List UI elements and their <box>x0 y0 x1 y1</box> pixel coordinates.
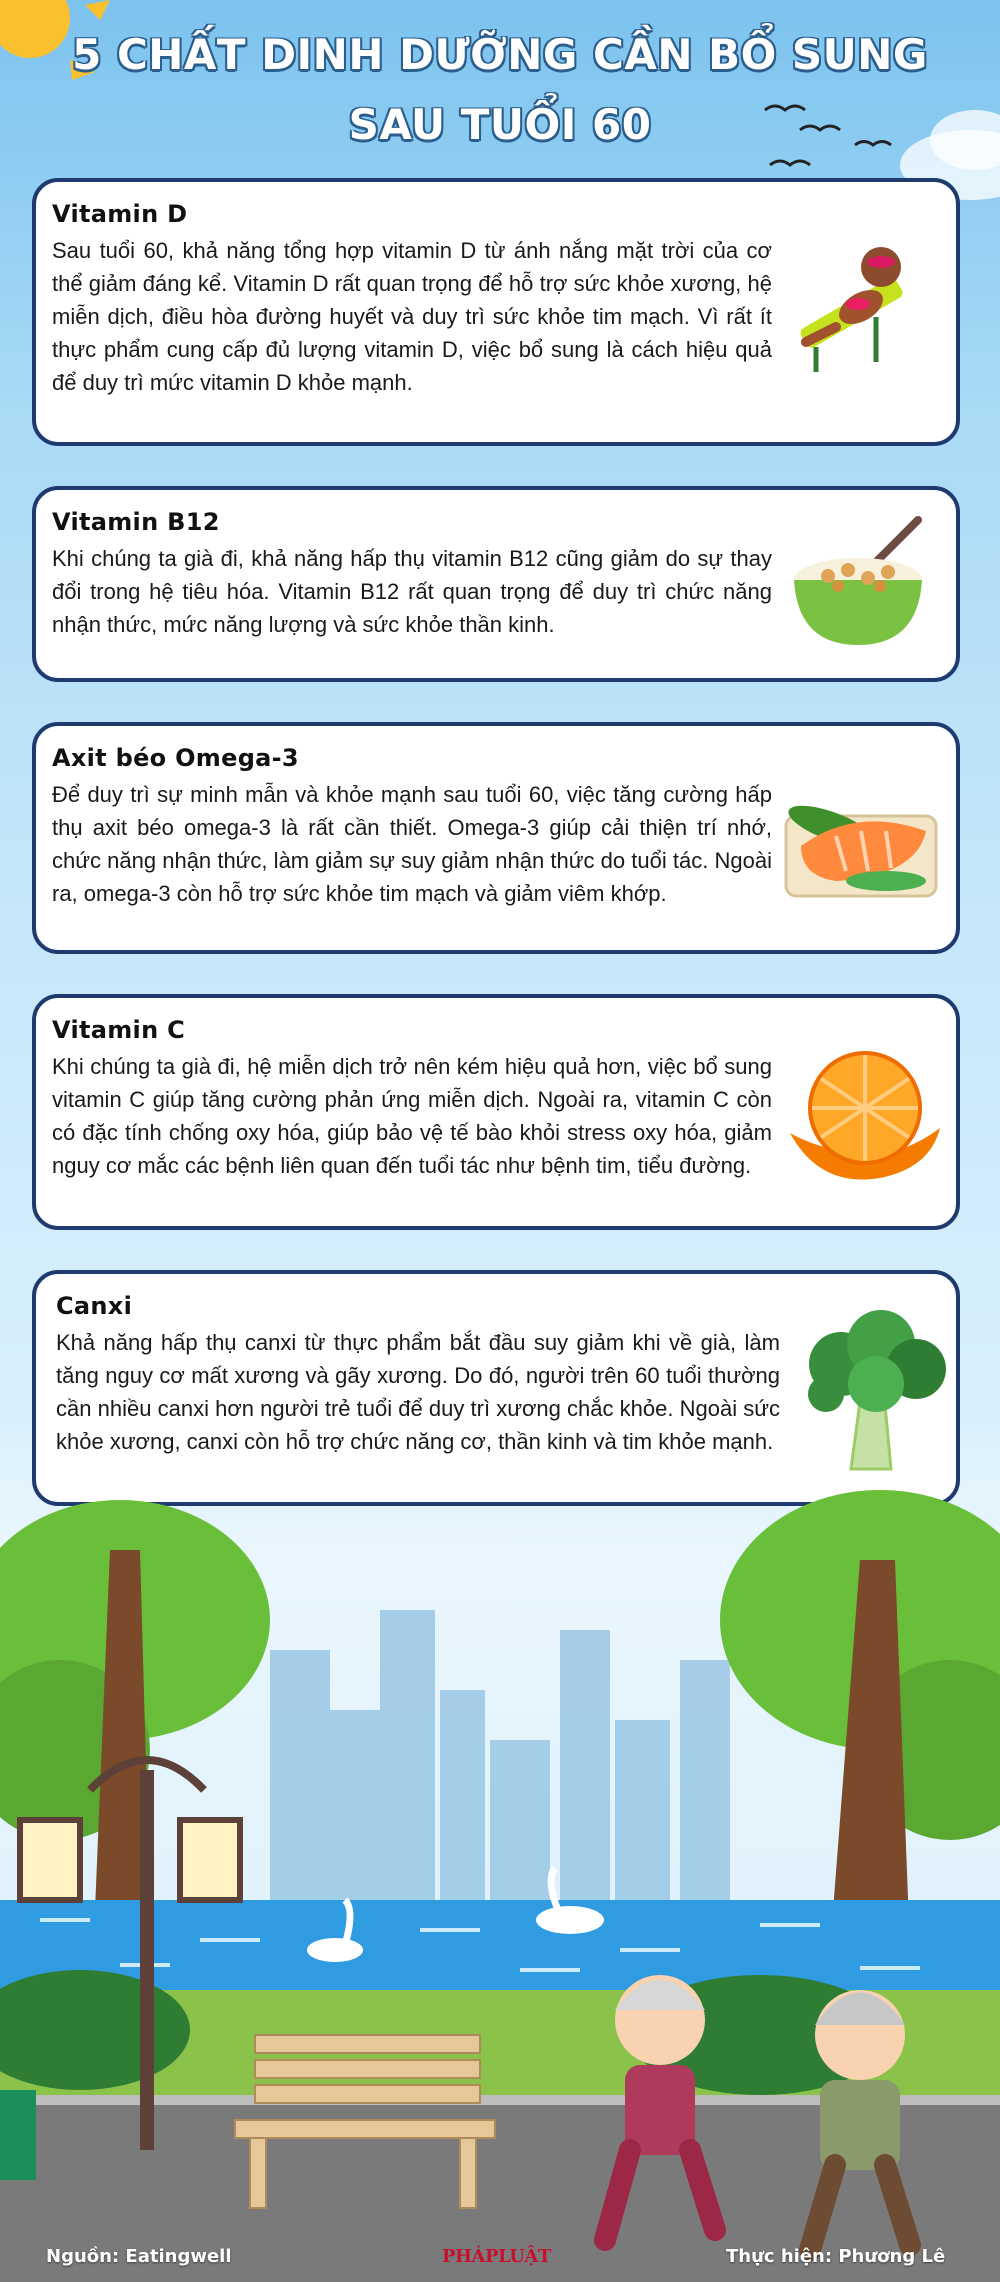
card-body: Khi chúng ta già đi, khả năng hấp thụ vitamin B12 cũng giảm do sự thay đổi trong hệ tiêu hóa. Vitamin B12 rất quan trọng để duy trì chức năng nhận thức, mức năng lượng và sức khỏe thần kinh. <box>52 546 772 637</box>
cereal-bowl-icon <box>788 510 938 650</box>
source-credit: Nguồn: Eatingwell <box>46 2246 232 2267</box>
salmon-icon <box>776 776 946 906</box>
card-heading: Axit béo Omega-3 <box>52 744 299 772</box>
nutrient-card-vitamin-d <box>32 178 960 446</box>
nutrient-card-canxi <box>32 1270 960 1506</box>
card-heading: Vitamin B12 <box>52 508 220 536</box>
page-title-line2: SAU TUỔI 60 <box>348 100 652 149</box>
card-body: Khi chúng ta già đi, hệ miễn dịch trở nên kém hiệu quả hơn, việc bổ sung vitamin C giúp tăng cường phản ứng miễn dịch. Ngoài ra, vitamin C còn có đặc tính chống oxy hóa, giúp bảo vệ tế bào khỏi stress oxy hóa, giảm nguy cơ mắc các bệnh liên quan đến tuổi tác như bệnh tim, tiểu đường. <box>52 1054 772 1178</box>
card-heading: Vitamin C <box>52 1016 186 1044</box>
sunbathing-woman-icon <box>776 232 926 382</box>
publisher-logo: PHÁPLUẬT <box>442 2246 551 2267</box>
card-body: Khả năng hấp thụ canxi từ thực phẩm bắt đầu suy giảm khi về già, làm tăng nguy cơ mất xương và gãy xương. Do đó, người trên 60 tuổi thường cần nhiều canxi hơn người trẻ tuổi để duy trì xương chắc khỏe. Ngoài sức khỏe xương, canxi còn hỗ trợ chức năng cơ, thần kinh và tim khỏe mạnh. <box>56 1330 780 1454</box>
card-heading: Canxi <box>56 1292 133 1320</box>
card-heading: Vitamin D <box>52 200 188 228</box>
orange-icon <box>780 1038 950 1188</box>
page-title-line1: 5 CHẤT DINH DƯỠNG CẦN BỔ SUNG <box>72 30 928 79</box>
author-credit: Thực hiện: Phương Lê <box>726 2246 946 2267</box>
park-scene <box>0 1490 1000 2282</box>
card-body: Sau tuổi 60, khả năng tổng hợp vitamin D từ ánh nắng mặt trời của cơ thể giảm đáng kể. Vitamin D rất quan trọng để hỗ trợ sức khỏe xương, hệ miễn dịch, điều hòa đường huyết và duy trì sức khỏe tim mạch. Vì rất ít thực phẩm cung cấp đủ lượng vitamin D, việc bổ sung là cách hiệu quả để duy trì mức vitamin D khỏe mạnh. <box>52 238 772 395</box>
card-body: Để duy trì sự minh mẫn và khỏe mạnh sau tuổi 60, việc tăng cường hấp thụ axit béo omega-3 là rất cần thiết. Omega-3 giúp cải thiện trí nhớ, chức năng nhận thức, làm giảm sự suy giảm nhận thức do tuổi tác. Ngoài ra, omega-3 còn hỗ trợ sức khỏe tim mạch và giảm viêm khớp. <box>52 782 772 906</box>
nutrient-card-vitamin-c <box>32 994 960 1230</box>
nutrient-card-vitamin-b12 <box>32 486 960 682</box>
broccoli-icon <box>796 1304 956 1479</box>
nutrient-card-omega-3 <box>32 722 960 954</box>
